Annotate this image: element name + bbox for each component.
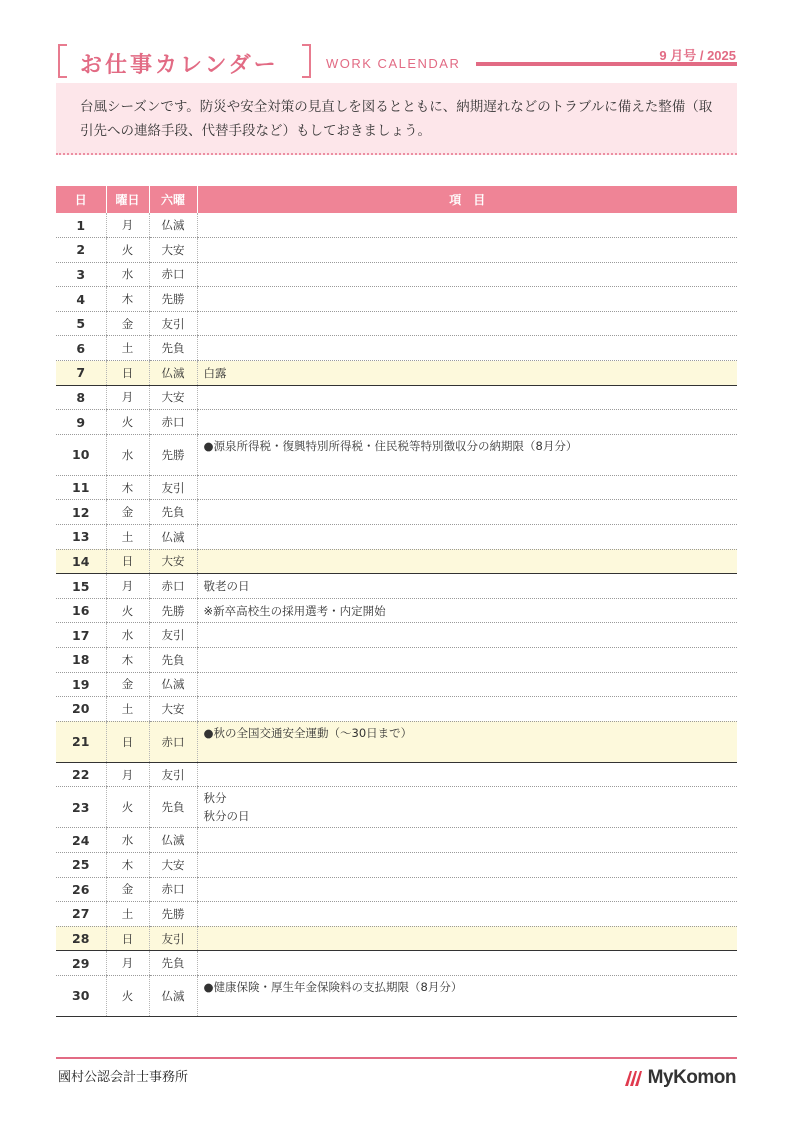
weekday-cell: 日 bbox=[106, 361, 149, 386]
page-subtitle: WORK CALENDAR bbox=[326, 56, 461, 71]
table-row bbox=[56, 336, 737, 361]
header-weekday: 曜日 bbox=[106, 186, 149, 213]
table-row bbox=[56, 361, 737, 386]
event-cell bbox=[197, 213, 737, 238]
weekday-cell: 土 bbox=[106, 902, 149, 927]
rokuyo-cell: 先負 bbox=[149, 336, 197, 361]
event-cell bbox=[197, 697, 737, 722]
event-cell bbox=[197, 287, 737, 312]
event-cell bbox=[197, 951, 737, 976]
day-cell: 19 bbox=[56, 672, 106, 697]
table-row bbox=[56, 648, 737, 673]
day-cell: 27 bbox=[56, 902, 106, 927]
day-cell: 23 bbox=[56, 787, 106, 828]
table-row bbox=[56, 721, 737, 762]
event-cell bbox=[197, 385, 737, 410]
event-text: 白露 bbox=[203, 365, 227, 380]
event-cell bbox=[197, 525, 737, 550]
rokuyo-cell: 仏滅 bbox=[149, 672, 197, 697]
day-cell: 29 bbox=[56, 951, 106, 976]
weekday-cell: 土 bbox=[106, 336, 149, 361]
event-cell bbox=[197, 410, 737, 435]
day-cell: 8 bbox=[56, 385, 106, 410]
table-row bbox=[56, 262, 737, 287]
table-row bbox=[56, 902, 737, 927]
event-cell bbox=[197, 574, 737, 599]
table-row bbox=[56, 385, 737, 410]
weekday-cell: 火 bbox=[106, 975, 149, 1016]
event-cell bbox=[197, 721, 737, 762]
rokuyo-cell: 大安 bbox=[149, 549, 197, 574]
header-event: 項 目 bbox=[197, 186, 737, 213]
rokuyo-cell: 仏滅 bbox=[149, 213, 197, 238]
weekday-cell: 水 bbox=[106, 828, 149, 853]
event-cell bbox=[197, 549, 737, 574]
event-cell bbox=[197, 852, 737, 877]
weekday-cell: 月 bbox=[106, 951, 149, 976]
weekday-cell: 木 bbox=[106, 852, 149, 877]
day-cell: 10 bbox=[56, 434, 106, 475]
day-cell: 26 bbox=[56, 877, 106, 902]
weekday-cell: 金 bbox=[106, 500, 149, 525]
rokuyo-cell: 仏滅 bbox=[149, 828, 197, 853]
day-cell: 17 bbox=[56, 623, 106, 648]
event-cell bbox=[197, 361, 737, 386]
rokuyo-cell: 仏滅 bbox=[149, 975, 197, 1016]
weekday-cell: 月 bbox=[106, 762, 149, 787]
day-cell: 16 bbox=[56, 598, 106, 623]
rokuyo-cell: 先勝 bbox=[149, 902, 197, 927]
rokuyo-cell: 友引 bbox=[149, 475, 197, 500]
table-header-row bbox=[56, 186, 737, 213]
day-cell: 2 bbox=[56, 238, 106, 263]
day-cell: 12 bbox=[56, 500, 106, 525]
table-row bbox=[56, 623, 737, 648]
day-cell: 14 bbox=[56, 549, 106, 574]
calendar-body bbox=[56, 213, 737, 1016]
brand-logo bbox=[624, 1066, 736, 1090]
event-cell bbox=[197, 500, 737, 525]
rokuyo-cell: 先負 bbox=[149, 648, 197, 673]
weekday-cell: 火 bbox=[106, 410, 149, 435]
intro-box bbox=[56, 83, 737, 155]
weekday-cell: 月 bbox=[106, 385, 149, 410]
rokuyo-cell: 赤口 bbox=[149, 410, 197, 435]
event-cell bbox=[197, 672, 737, 697]
weekday-cell: 水 bbox=[106, 262, 149, 287]
table-row bbox=[56, 287, 737, 312]
weekday-cell: 月 bbox=[106, 213, 149, 238]
event-text: ●秋の全国交通安全運動（～30日まで） bbox=[203, 725, 413, 740]
table-row bbox=[56, 213, 737, 238]
header-day: 日 bbox=[56, 186, 106, 213]
day-cell: 4 bbox=[56, 287, 106, 312]
event-cell bbox=[197, 975, 737, 1016]
weekday-cell: 金 bbox=[106, 672, 149, 697]
rokuyo-cell: 友引 bbox=[149, 311, 197, 336]
rokuyo-cell: 大安 bbox=[149, 385, 197, 410]
event-text-secondary: 秋分の日 bbox=[203, 809, 250, 824]
rokuyo-cell: 先負 bbox=[149, 951, 197, 976]
day-cell: 24 bbox=[56, 828, 106, 853]
title-block bbox=[58, 42, 318, 82]
event-text: ●健康保険・厚生年金保険料の支払期限（8月分） bbox=[203, 979, 463, 994]
day-cell: 6 bbox=[56, 336, 106, 361]
header-rokuyo: 六曜 bbox=[149, 186, 197, 213]
bracket-left bbox=[58, 44, 67, 78]
weekday-cell: 日 bbox=[106, 549, 149, 574]
weekday-cell: 水 bbox=[106, 623, 149, 648]
office-name: 國村公認会計士事務所 bbox=[58, 1070, 189, 1085]
day-cell: 18 bbox=[56, 648, 106, 673]
day-cell: 3 bbox=[56, 262, 106, 287]
event-cell bbox=[197, 434, 737, 475]
event-cell bbox=[197, 762, 737, 787]
rokuyo-cell: 友引 bbox=[149, 762, 197, 787]
table-row bbox=[56, 525, 737, 550]
event-cell bbox=[197, 311, 737, 336]
event-cell bbox=[197, 926, 737, 951]
mykomon-logo-icon bbox=[624, 1069, 644, 1087]
rokuyo-cell: 赤口 bbox=[149, 262, 197, 287]
event-cell bbox=[197, 262, 737, 287]
event-text: ●源泉所得税・復興特別所得税・住民税等特別徴収分の納期限（8月分） bbox=[203, 438, 578, 453]
table-row bbox=[56, 787, 737, 828]
rokuyo-cell: 友引 bbox=[149, 623, 197, 648]
event-cell bbox=[197, 623, 737, 648]
table-row bbox=[56, 697, 737, 722]
table-row bbox=[56, 926, 737, 951]
event-cell bbox=[197, 877, 737, 902]
day-cell: 20 bbox=[56, 697, 106, 722]
page-title: お仕事カレンダー bbox=[80, 53, 279, 78]
weekday-cell: 日 bbox=[106, 926, 149, 951]
table-row bbox=[56, 762, 737, 787]
table-row bbox=[56, 672, 737, 697]
weekday-cell: 木 bbox=[106, 287, 149, 312]
table-row bbox=[56, 975, 737, 1016]
weekday-cell: 火 bbox=[106, 238, 149, 263]
intro-text: 台風シーズンです。防災や安全対策の見直しを図るとともに、納期遅れなどのトラブルに備えた整備（取引先への連絡手段、代替手段など）もしておきましょう。 bbox=[80, 99, 713, 139]
rokuyo-cell: 先勝 bbox=[149, 598, 197, 623]
weekday-cell: 火 bbox=[106, 787, 149, 828]
event-cell bbox=[197, 828, 737, 853]
rokuyo-cell: 仏滅 bbox=[149, 525, 197, 550]
day-cell: 30 bbox=[56, 975, 106, 1016]
day-cell: 22 bbox=[56, 762, 106, 787]
weekday-cell: 水 bbox=[106, 434, 149, 475]
rokuyo-cell: 先負 bbox=[149, 787, 197, 828]
event-text: ※新卒高校生の採用選考・内定開始 bbox=[203, 603, 386, 618]
rokuyo-cell: 仏滅 bbox=[149, 361, 197, 386]
event-cell bbox=[197, 648, 737, 673]
weekday-cell: 日 bbox=[106, 721, 149, 762]
table-row bbox=[56, 475, 737, 500]
event-cell bbox=[197, 238, 737, 263]
day-cell: 1 bbox=[56, 213, 106, 238]
event-cell bbox=[197, 475, 737, 500]
day-cell: 15 bbox=[56, 574, 106, 599]
rokuyo-cell: 大安 bbox=[149, 852, 197, 877]
event-cell bbox=[197, 902, 737, 927]
brand-logo-text: MyKomon bbox=[647, 1067, 736, 1088]
table-row bbox=[56, 410, 737, 435]
rokuyo-cell: 大安 bbox=[149, 238, 197, 263]
day-cell: 11 bbox=[56, 475, 106, 500]
weekday-cell: 土 bbox=[106, 697, 149, 722]
rokuyo-cell: 先勝 bbox=[149, 287, 197, 312]
day-cell: 25 bbox=[56, 852, 106, 877]
weekday-cell: 土 bbox=[106, 525, 149, 550]
rokuyo-cell: 赤口 bbox=[149, 721, 197, 762]
event-cell bbox=[197, 787, 737, 828]
weekday-cell: 木 bbox=[106, 648, 149, 673]
rokuyo-cell: 友引 bbox=[149, 926, 197, 951]
weekday-cell: 金 bbox=[106, 877, 149, 902]
event-text: 敬老の日 bbox=[203, 579, 250, 594]
rokuyo-cell: 先勝 bbox=[149, 434, 197, 475]
table-row bbox=[56, 549, 737, 574]
event-text: 秋分 bbox=[203, 791, 227, 806]
table-row bbox=[56, 500, 737, 525]
event-cell bbox=[197, 598, 737, 623]
table-row bbox=[56, 852, 737, 877]
weekday-cell: 木 bbox=[106, 475, 149, 500]
bracket-right bbox=[302, 44, 311, 78]
day-cell: 7 bbox=[56, 361, 106, 386]
rokuyo-cell: 大安 bbox=[149, 697, 197, 722]
rokuyo-cell: 赤口 bbox=[149, 574, 197, 599]
day-cell: 9 bbox=[56, 410, 106, 435]
day-cell: 5 bbox=[56, 311, 106, 336]
table-row bbox=[56, 951, 737, 976]
rokuyo-cell: 赤口 bbox=[149, 877, 197, 902]
table-row bbox=[56, 574, 737, 599]
day-cell: 13 bbox=[56, 525, 106, 550]
event-cell bbox=[197, 336, 737, 361]
day-cell: 21 bbox=[56, 721, 106, 762]
table-row bbox=[56, 238, 737, 263]
table-row bbox=[56, 311, 737, 336]
table-row bbox=[56, 434, 737, 475]
rokuyo-cell: 先負 bbox=[149, 500, 197, 525]
weekday-cell: 火 bbox=[106, 598, 149, 623]
calendar-table bbox=[56, 186, 737, 1017]
day-cell: 28 bbox=[56, 926, 106, 951]
weekday-cell: 金 bbox=[106, 311, 149, 336]
issue-label: 9 月号 / 2025 bbox=[659, 48, 736, 63]
weekday-cell: 月 bbox=[106, 574, 149, 599]
table-row bbox=[56, 828, 737, 853]
footer-rule bbox=[56, 1057, 737, 1059]
table-row bbox=[56, 598, 737, 623]
table-row bbox=[56, 877, 737, 902]
